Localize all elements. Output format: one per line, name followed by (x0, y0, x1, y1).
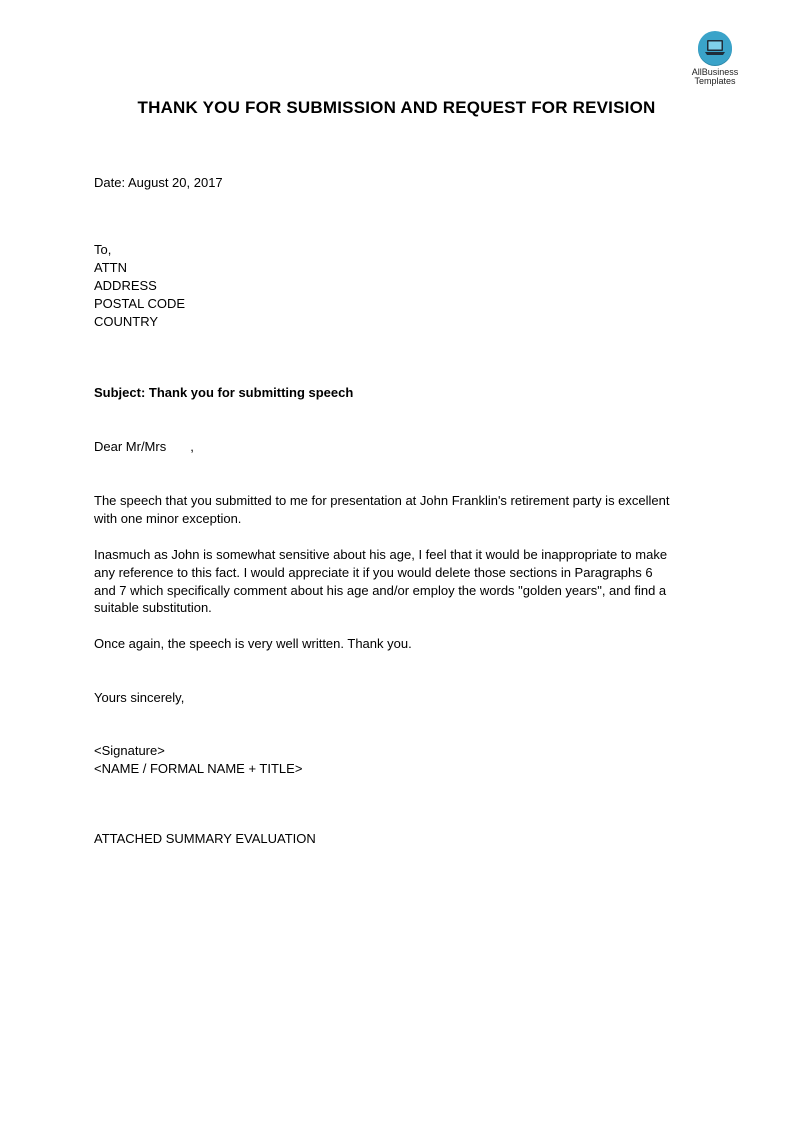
signer-name-placeholder: <NAME / FORMAL NAME + TITLE> (94, 761, 303, 776)
laptop-icon (704, 38, 726, 58)
paragraph-line: Once again, the speech is very well written. Thank you. (94, 636, 412, 651)
salutation-greeting: Dear Mr/Mrs (94, 439, 167, 454)
recipient-address (94, 241, 185, 331)
body-paragraph-3 (94, 635, 704, 653)
address-to: To, (94, 242, 112, 257)
paragraph-line: any reference to this fact. I would appreciate it if you would delete those sections in Paragraphs 6 (94, 564, 653, 580)
logo-badge (698, 31, 732, 65)
body-paragraph-2 (94, 546, 704, 617)
salutation-comma: , (190, 439, 194, 454)
body-paragraph-1 (94, 492, 704, 528)
signature-placeholder: <Signature> (94, 743, 165, 758)
address-street: ADDRESS (94, 278, 157, 293)
letter-subject: Subject: Thank you for submitting speech (94, 385, 354, 400)
paragraph-line: with one minor exception. (94, 510, 242, 526)
signature-block (94, 742, 302, 778)
logo-text (684, 68, 746, 86)
letter-date: Date: August 20, 2017 (94, 175, 223, 190)
closing: Yours sincerely, (94, 690, 185, 705)
address-attn: ATTN (94, 260, 127, 275)
paragraph-line: Inasmuch as John is somewhat sensitive about his age, I feel that it would be inappropriate to make (94, 547, 668, 562)
address-postal-code: POSTAL CODE (94, 296, 186, 311)
logo-line-2: Templates (694, 76, 736, 86)
paragraph-line: suitable substitution. (94, 600, 212, 616)
paragraph-line: The speech that you submitted to me for presentation at John Franklin's retirement party is excellent (94, 493, 670, 508)
address-country: COUNTRY (94, 314, 159, 329)
salutation (94, 438, 194, 456)
attachment-note: ATTACHED SUMMARY EVALUATION (94, 831, 316, 846)
allbusiness-templates-logo[interactable] (684, 31, 746, 86)
logo-line-1: AllBusiness (691, 67, 739, 77)
document-title: THANK YOU FOR SUBMISSION AND REQUEST FOR REVISION (137, 98, 656, 117)
paragraph-line: and 7 which specifically comment about his age and/or employ the words "golden years", and find a (94, 582, 667, 598)
